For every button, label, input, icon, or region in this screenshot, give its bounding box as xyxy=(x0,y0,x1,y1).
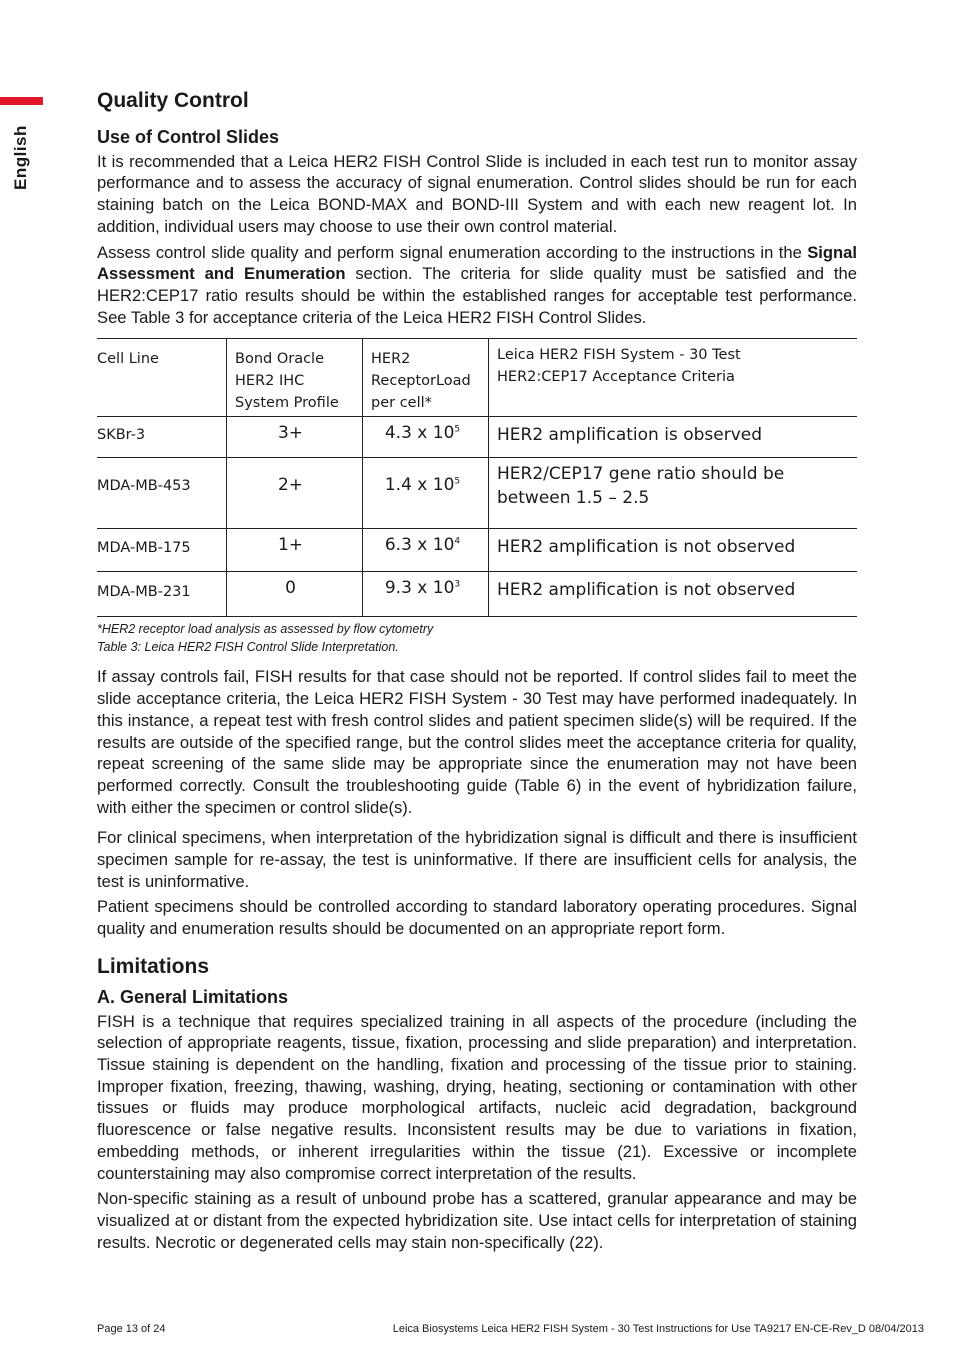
paragraph-control-slides-intro: It is recommended that a Leica HER2 FISH Control Slide is included in each test run to monitor assay performance and to assess the accuracy of signal enumeration. Control slides should be run for each staining batch on the Leica BOND-MAX and BOND-III System and with each new reagent lot. In addition, individual users may choose to use their own control material. xyxy=(97,151,857,236)
row-cell-line: SKBr-3 xyxy=(97,417,227,458)
header-criteria-line2: HER2:CEP17 Acceptance Criteria xyxy=(497,369,735,386)
paragraph-patient-specimens: Patient specimens should be controlled according to standard laboratory operating procedures. Signal quality and enumeration results should be documented on an appropriate report form. xyxy=(97,897,857,939)
row-receptor-load xyxy=(363,529,489,572)
table-caption: Table 3: Leica HER2 FISH Control Slide Interpretation. xyxy=(97,640,399,655)
section-title-limitations: Limitations xyxy=(97,954,210,978)
load-base: 4.3 x 10 xyxy=(384,423,455,444)
load-exponent: 5 xyxy=(454,476,461,487)
row-ihc-score: 1+ xyxy=(227,529,363,572)
table-footnote: *HER2 receptor load analysis as assessed by flow cytometry xyxy=(97,622,434,637)
row-ihc-score: 2+ xyxy=(227,458,363,529)
load-exponent: 3 xyxy=(454,579,461,590)
signal-assessment-link-text: Signal Assessment and Enumeration xyxy=(97,242,857,284)
row-ihc-score: 0 xyxy=(227,572,363,617)
row-receptor-load xyxy=(363,458,489,529)
header-load-line2: ReceptorLoad xyxy=(371,373,471,390)
subsection-title-general-limitations: A. General Limitations xyxy=(97,987,289,1008)
row-criteria: HER2 amplification is not observed xyxy=(489,572,858,617)
row-cell-line: MDA-MB-453 xyxy=(97,458,227,529)
table-row xyxy=(97,529,857,572)
header-criteria-line1: Leica HER2 FISH System - 30 Test xyxy=(497,347,741,364)
paragraph-assess-quality xyxy=(97,242,857,329)
paragraph-clinical-specimens: For clinical specimens, when interpretation of the hybridization signal is difficult and there is insufficient specimen sample for re-assay, the test is uninformative. If there are insufficient cells for analysis, the test is uninformative. xyxy=(97,828,857,891)
load-exponent: 5 xyxy=(454,424,461,435)
paragraph-assess-pre: Assess control slide quality and perform signal enumeration according to the instructions in the xyxy=(97,242,808,262)
header-acceptance-criteria xyxy=(489,339,858,417)
row-cell-line: MDA-MB-175 xyxy=(97,529,227,572)
footer-document-info: Leica Biosystems Leica HER2 FISH System - 30 Test Instructions for Use TA9217 EN-CE-Rev_D 08/04/2013 xyxy=(392,1323,924,1335)
header-ihc-line2: HER2 IHC xyxy=(235,373,305,390)
row-ihc-score: 3+ xyxy=(227,417,363,458)
language-tab-marker xyxy=(0,97,43,105)
header-ihc-line3: System Profile xyxy=(235,395,339,412)
row-criteria: HER2 amplification is not observed xyxy=(489,529,858,572)
table-header-row xyxy=(97,339,857,417)
table-row xyxy=(97,458,857,529)
control-slide-table xyxy=(97,338,857,617)
row-criteria: HER2/CEP17 gene ratio should be between 1.5 – 2.5 xyxy=(489,458,858,529)
subsection-title-control-slides: Use of Control Slides xyxy=(97,127,280,148)
load-exponent: 4 xyxy=(454,536,461,547)
header-ihc-line1: Bond Oracle xyxy=(235,351,325,368)
load-base: 1.4 x 10 xyxy=(384,475,455,496)
row-cell-line: MDA-MB-231 xyxy=(97,572,227,617)
row-receptor-load xyxy=(363,417,489,458)
table-row xyxy=(97,417,857,458)
header-cell-line xyxy=(97,339,227,417)
section-title-quality-control: Quality Control xyxy=(97,89,249,112)
header-cell-line-text: Cell Line xyxy=(97,351,159,368)
header-ihc-profile xyxy=(227,339,363,417)
table-row xyxy=(97,572,857,617)
paragraph-nonspecific-staining: Non-specific staining as a result of unbound probe has a scattered, granular appearance and may be visualized at or distant from the expected hybridization site. Use intact cells for interpretation of staining results. Necrotic or degenerated cells may stain non-specifically (22). xyxy=(97,1189,857,1252)
header-load-line3: per cell* xyxy=(371,395,432,412)
language-side-label: English xyxy=(11,125,30,190)
paragraph-assess-post: section. The criteria for slide quality must be satisfied and the HER2:CEP17 ratio results should be within the established ranges for acceptable test performance. See Table 3 for acceptance criteria of the Leica HER2 FISH Control Slides. xyxy=(97,264,857,327)
header-load-line1: HER2 xyxy=(371,351,411,368)
load-base: 9.3 x 10 xyxy=(384,578,455,599)
footer-page-number: Page 13 of 24 xyxy=(97,1323,166,1335)
paragraph-controls-fail: If assay controls fail, FISH results for that case should not be reported. If control slides fail to meet the slide acceptance criteria, the Leica HER2 FISH System - 30 Test may have performed inadequately. In this instance, a repeat test with fresh control slides and patient specimen slide(s) will be required. If the results are outside of the specified range, but the control slides meet the acceptance criteria for quality, repeat screening of the same slide may be appropriate since the enumeration may not have been performed correctly. Consult the troubleshooting guide (Table 6) in the event of hybridization failure, with either the specimen or control slide(s). xyxy=(97,667,857,817)
row-criteria: HER2 amplification is observed xyxy=(489,417,858,458)
page-content xyxy=(97,88,857,1257)
load-base: 6.3 x 10 xyxy=(384,535,455,556)
paragraph-fish-technique: FISH is a technique that requires specialized training in all aspects of the procedure (including the selection of appropriate reagents, tissue, fixation, processing and slide preparation) and interpretation. Tissue staining is dependent on the handling, fixation and processing of the tissue prior to staining. Improper fixation, freezing, thawing, washing, drying, heating, sectioning or contamination with other tissues or fluids may produce morphological artifacts, nucleic acid degradation, background fluorescence or false negative results. Inconsistent results may be due to variations in fixation, embedding methods, or inherent irregularities within the tissue (21). Excessive or incomplete counterstaining may also compromise correct interpretation of the results. xyxy=(97,1011,857,1183)
row-receptor-load xyxy=(363,572,489,617)
header-receptor-load xyxy=(363,339,489,417)
